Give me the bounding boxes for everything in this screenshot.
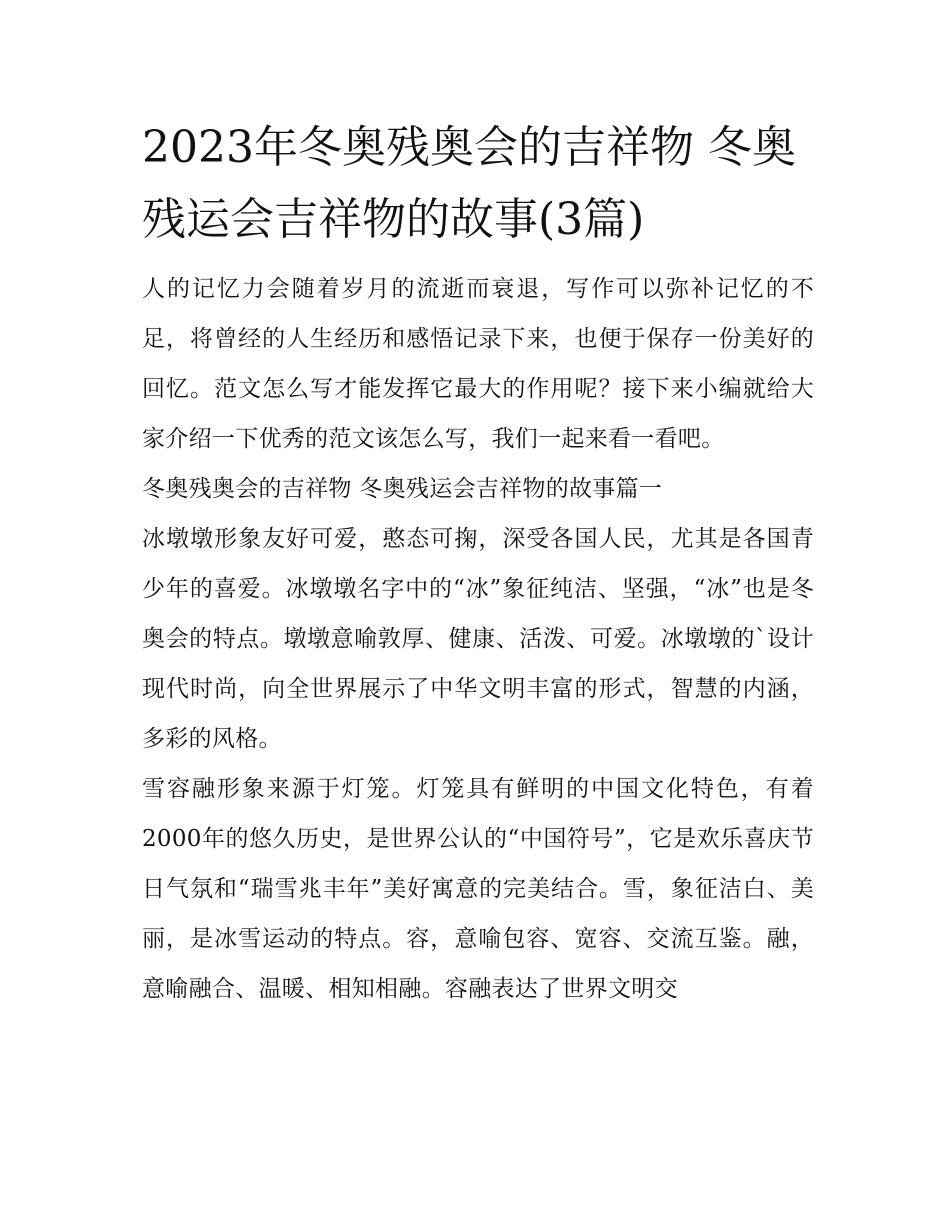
bingdwendwen-paragraph: 冰墩墩形象友好可爱，憨态可掬，深受各国人民，尤其是各国青少年的喜爱。冰墩墩名字中的“冰”象征纯洁、坚强，“冰”也是冬奥会的特点。墩墩意喻敦厚、健康、活泼、可爱。冰墩墩的`设计现代时尚，向全世界展示了中华文明丰富的形式，智慧的内涵，多彩的风格。: [142, 526, 814, 752]
document-page: [142, 112, 814, 1014]
shueyrhonrhon-paragraph: 雪容融形象来源于灯笼。灯笼具有鲜明的中国文化特色，有着2000年的悠久历史，是世界公认的“中国符号”，它是欢乐喜庆节日气氛和“瑞雪兆丰年”美好寓意的完美结合。雪，象征洁白、美丽，是冰雪运动的特点。容，意喻包容、宽容、交流互鉴。融，意喻融合、温暖、相知相融。容融表达了世界文明交: [142, 776, 814, 1002]
document-title: 2023年冬奥残奥会的吉祥物 冬奥残运会吉祥物的故事(3篇): [142, 122, 796, 245]
section-heading: 冬奥残奥会的吉祥物 冬奥残运会吉祥物的故事篇一: [142, 476, 663, 502]
intro-paragraph: 人的记忆力会随着岁月的流逝而衰退，写作可以弥补记忆的不足，将曾经的人生经历和感悟记录下来，也便于保存一份美好的回忆。范文怎么写才能发挥它最大的作用呢？接下来小编就给大家介绍一下优秀的范文该怎么写，我们一起来看一看吧。: [142, 276, 814, 452]
